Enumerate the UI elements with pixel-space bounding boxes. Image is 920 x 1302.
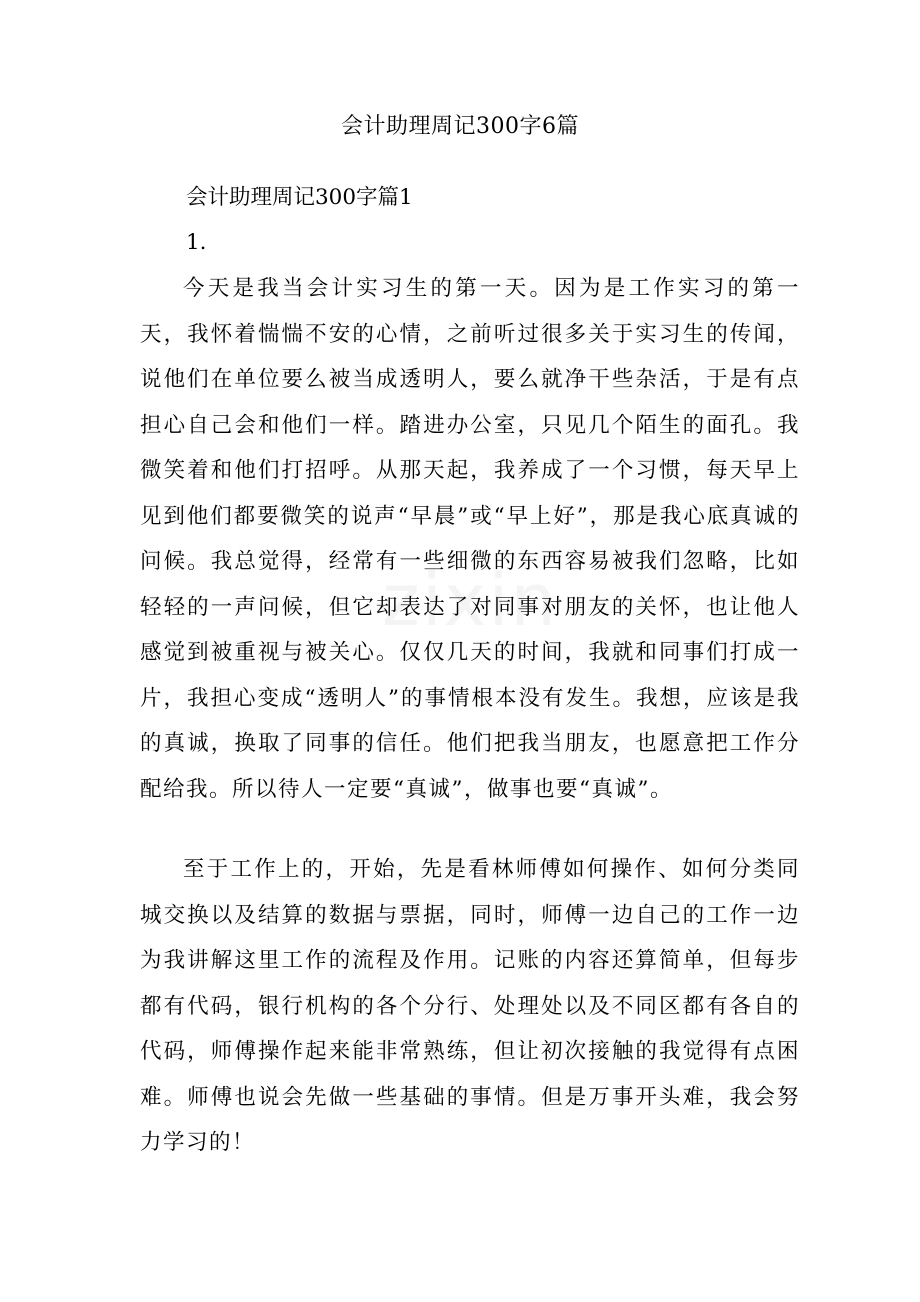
- item-number: 1.: [186, 230, 207, 255]
- section-title: 会计助理周记300字篇1: [186, 185, 413, 210]
- paragraph-1: 今天是我当会计实习生的第一天。因为是工作实习的第一天，我怀着惴惴不安的心情，之前听过很多关于实习生的传闻，说他们在单位要么被当成透明人，要么就净干些杂活，于是有点担心自己会和他们一样。踏进办公室，只见几个陌生的面孔。我微笑着和他们打招呼。从那天起，我养成了一个习惯，每天早上见到他们都要微笑的说声“早晨”或“早上好”，那是我心底真诚的问候。我总觉得，经常有一些细微的东西容易被我们忽略，比如轻轻的一声问候，但它却表达了对同事对朋友的关怀，也让他人感觉到被重视与被关心。仅仅几天的时间，我就和同事们打成一片，我担心变成“透明人”的事情根本没有发生。我想，应该是我的真诚，换取了同事的信任。他们把我当朋友，也愿意把工作分配给我。所以待人一定要“真诚”，做事也要“真诚”。: [140, 276, 800, 802]
- paragraph-2: 至于工作上的，开始，先是看林师傅如何操作、如何分类同城交换以及结算的数据与票据，同时，师傅一边自己的工作一边为我讲解这里工作的流程及作用。记账的内容还算简单，但每步都有代码，银行机构的各个分行、处理处以及不同区都有各自的代码，师傅操作起来能非常熟练，但让初次接触的我觉得有点困难。师傅也说会先做一些基础的事情。但是万事开头难，我会努力学习的！: [140, 857, 800, 1155]
- watermark: zixin: [381, 558, 559, 642]
- document-title: 会计助理周记300字6篇: [341, 114, 579, 139]
